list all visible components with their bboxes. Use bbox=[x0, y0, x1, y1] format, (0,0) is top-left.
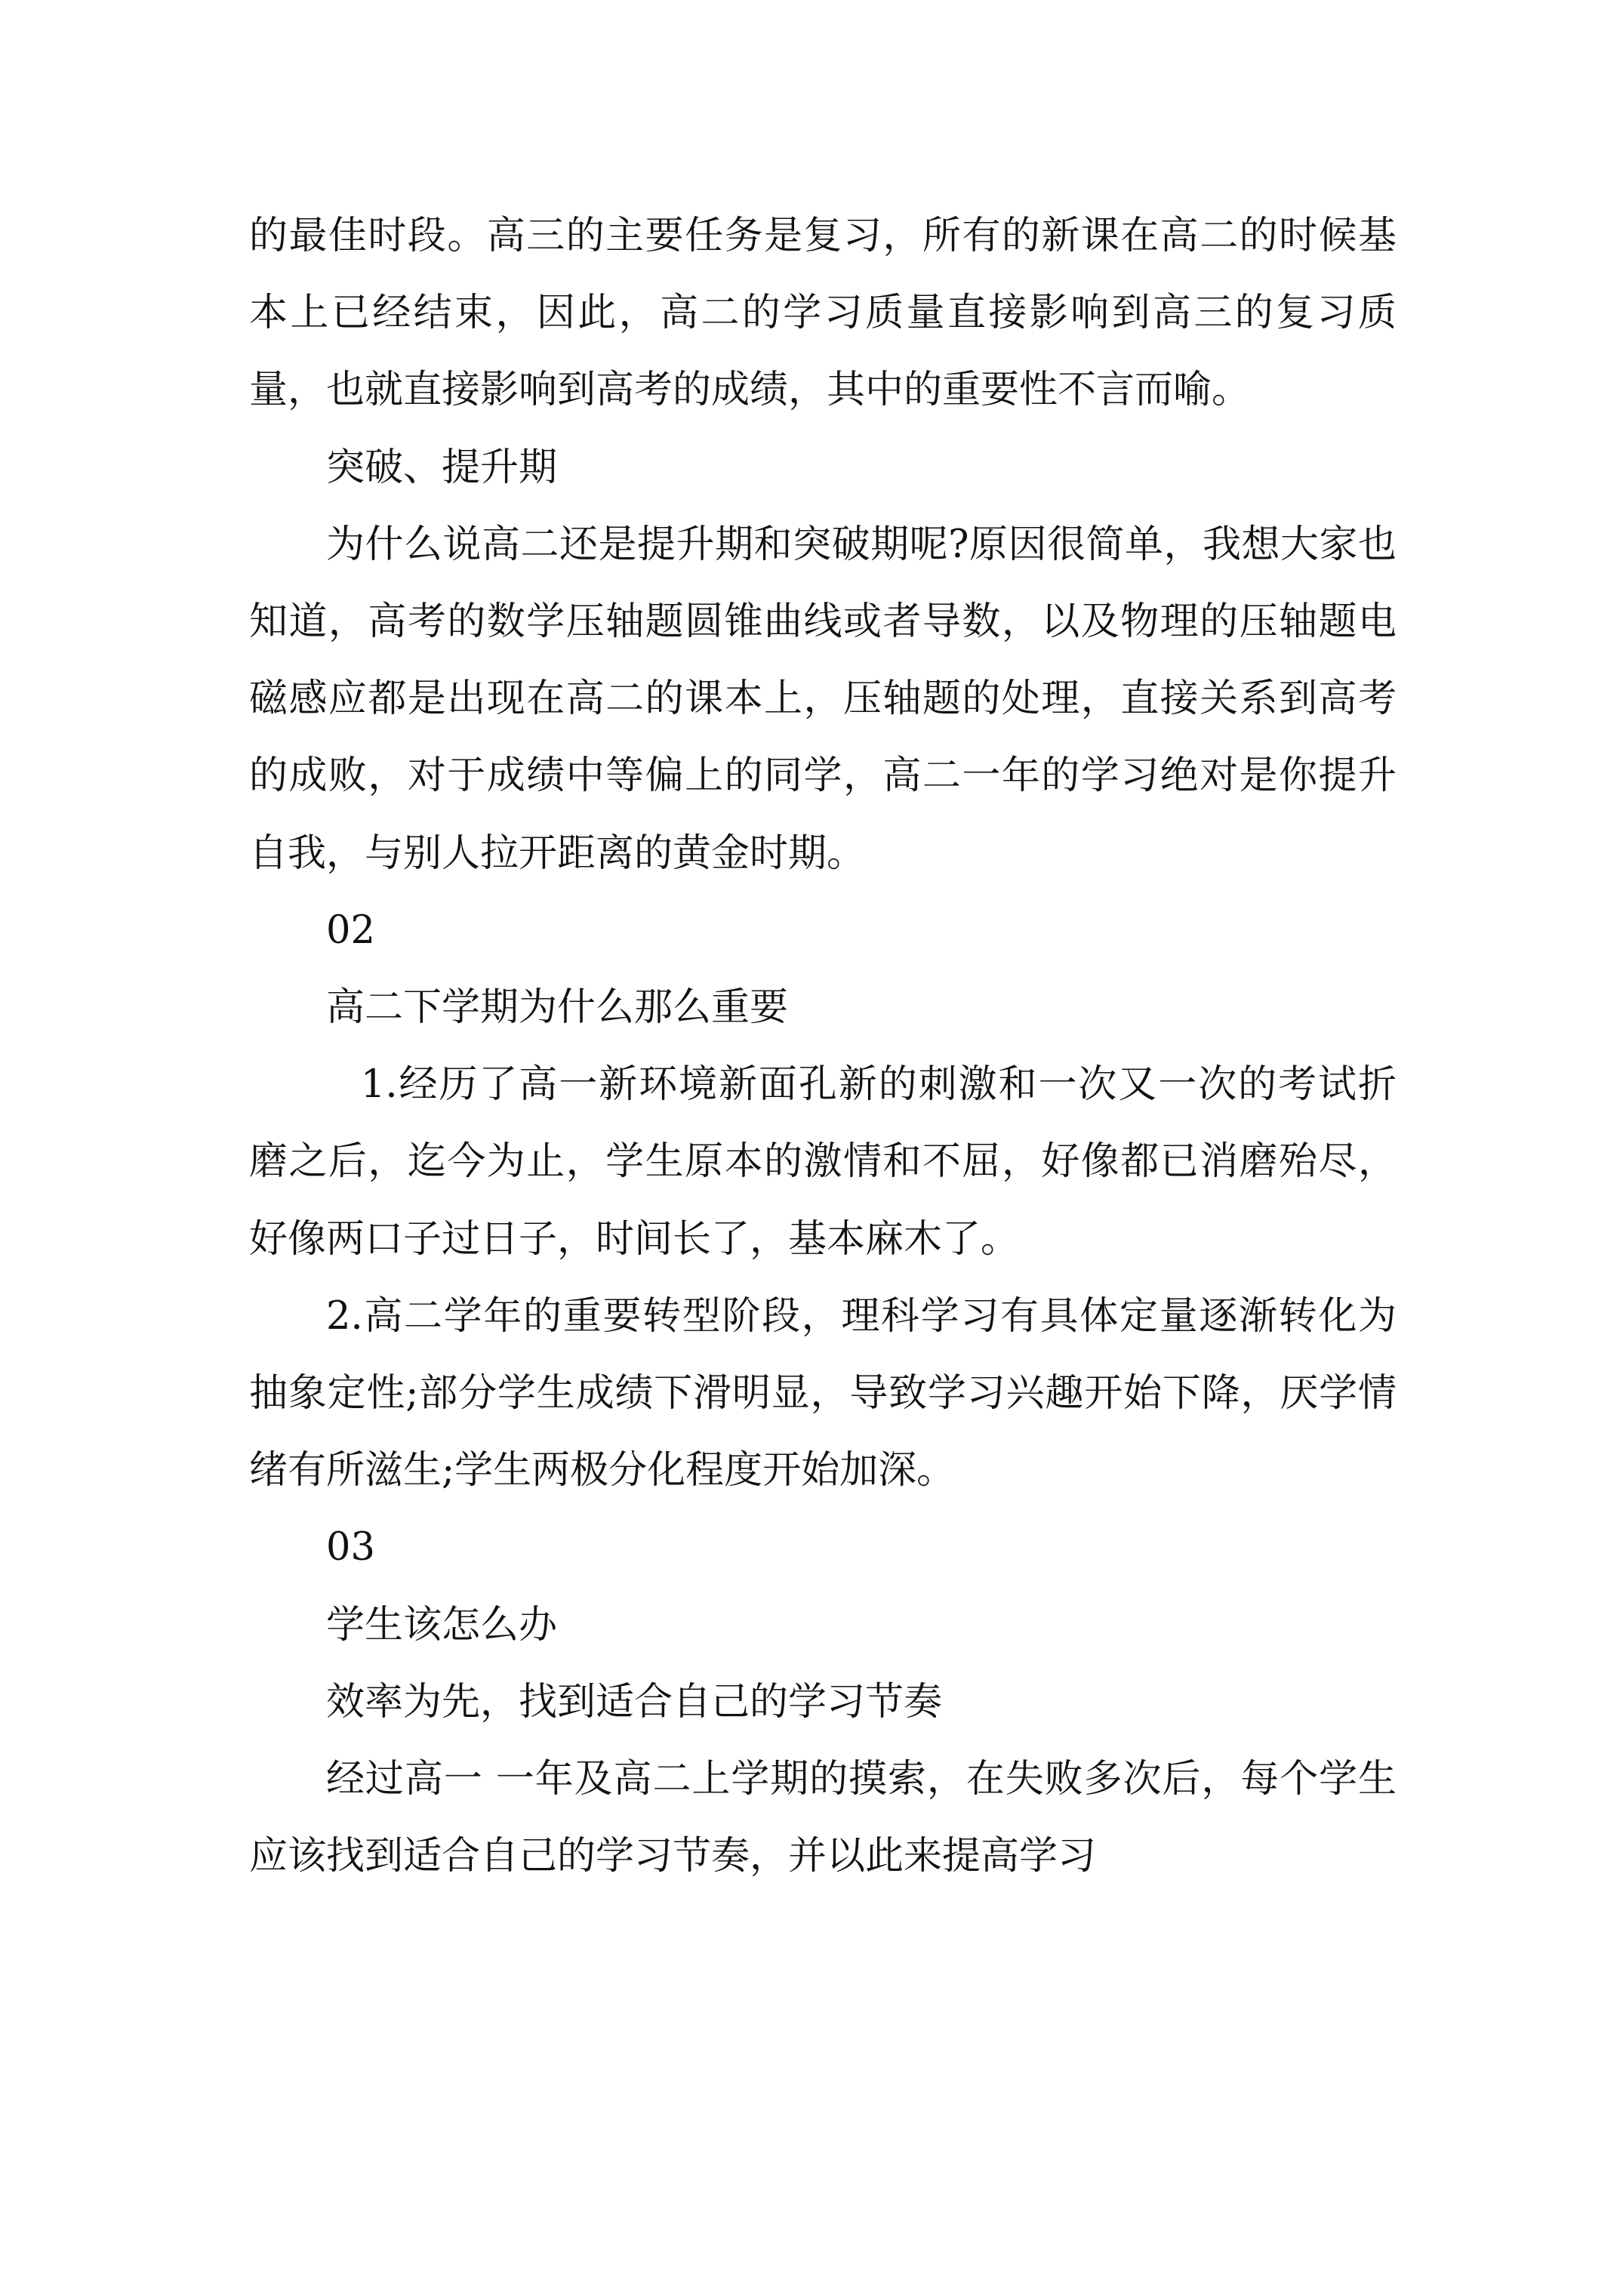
paragraph-point-2: 2.高二学年的重要转型阶段，理科学习有具体定量逐渐转化为抽象定性;部分学生成绩下滑明显，导致学习兴趣开始下降，厌学情绪有所滋生;学生两极分化程度开始加深。 bbox=[249, 1293, 1397, 1493]
document-page bbox=[249, 198, 1397, 1895]
section-heading-what-to-do: 学生该怎么办 bbox=[326, 1602, 558, 1647]
section-heading-breakthrough: 突破、提升期 bbox=[326, 445, 558, 490]
paragraph-breakthrough: 为什么说高二还是提升期和突破期呢?原因很简单，我想大家也知道，高考的数学压轴题圆锥曲线或者导数，以及物理的压轴题电磁感应都是出现在高二的课本上，压轴题的处理，直接关系到高考的成败，对于成绩中等偏上的同学，高二一年的学习绝对是你提升自我，与别人拉开距离的黄金时期。 bbox=[249, 522, 1397, 876]
section-heading-importance: 高二下学期为什么那么重要 bbox=[326, 985, 789, 1031]
paragraph-intro: 的最佳时段。高三的主要任务是复习，所有的新课在高二的时候基本上已经结束，因此，高二的学习质量直接影响到高三的复习质量，也就直接影响到高考的成绩，其中的重要性不言而喻。 bbox=[249, 214, 1397, 413]
section-number-02: 02 bbox=[326, 908, 375, 953]
subheading-efficiency: 效率为先，找到适合自己的学习节奏 bbox=[326, 1679, 943, 1724]
paragraph-efficiency: 经过高一 一年及高二上学期的摸索，在失败多次后，每个学生应该找到适合自己的学习节奏，并以此来提高学习 bbox=[249, 1757, 1397, 1879]
section-number-03: 03 bbox=[326, 1525, 375, 1570]
paragraph-point-1: 1.经历了高一新环境新面孔新的刺激和一次又一次的考试折磨之后，迄今为止，学生原本的激情和不屈，好像都已消磨殆尽，好像两口子过日子，时间长了，基本麻木了。 bbox=[249, 1062, 1397, 1262]
